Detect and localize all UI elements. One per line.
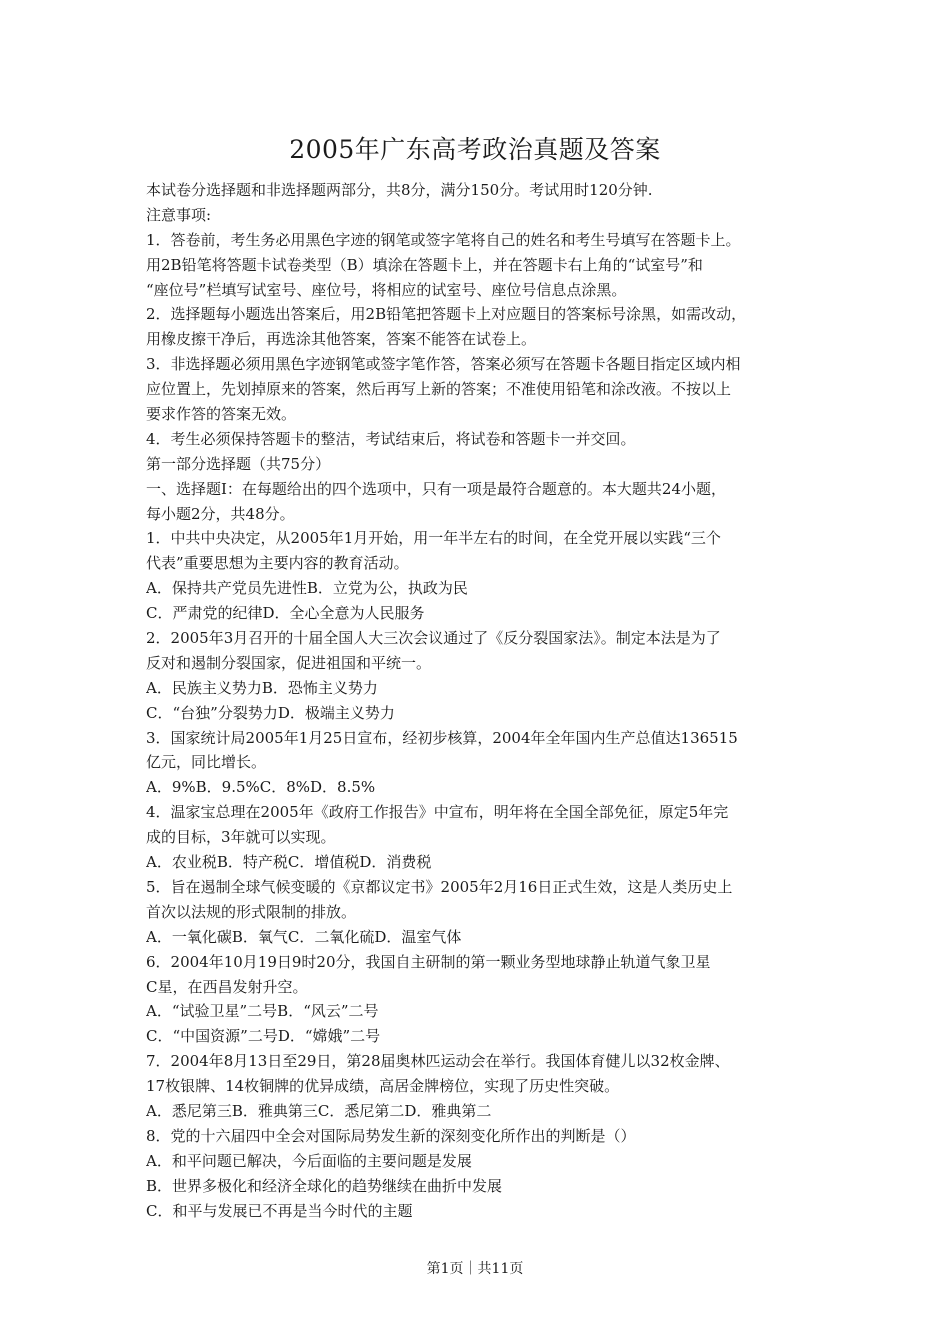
text-line: A．农业税B．特产税C．增值税D．消费税 [146,853,432,872]
text-line: 每小题2分，共48分。 [146,504,295,523]
text-line: A．9%B．9.5%C．8%D．8.5% [146,778,376,797]
text-line: 本试卷分选择题和非选择题两部分，共8分，满分150分。考试用时120分钟. [146,181,653,199]
text-line: 8．党的十六届四中全会对国际局势发生新的深刻变化所作出的判断是（） [146,1126,636,1145]
text-line: 2．选择题每小题选出答案后，用2B铅笔把答题卡上对应题目的答案标号涂黑，如需改动， [146,305,747,324]
text-line: 首次以法规的形式限制的排放。 [146,902,357,921]
text-line: 成的目标，3年就可以实现。 [146,828,336,847]
text-line: “座位号”栏填写试室号、座位号，将相应的试室号、座位号信息点涂黑。 [146,280,627,299]
text-line: C．和平与发展已不再是当今时代的主题 [146,1201,413,1220]
text-line: 2．2005年3月召开的十届全国人大三次会议通过了《反分裂国家法》。制定本法是为了 [146,629,721,648]
text-line: A．“试验卫星”二号B．“风云”二号 [146,1002,379,1021]
text-line: 6．2004年10月19日9时20分，我国自主研制的第一颗业务型地球静止轨道气象卫星 [146,952,711,971]
text-line: A．一氧化碳B．氧气C．二氧化硫D．温室气体 [146,927,462,946]
text-line: C．“台独”分裂势力D．极端主义势力 [146,703,395,722]
text-line: 用橡皮擦干净后，再选涂其他答案，答案不能答在试卷上。 [146,330,537,349]
text-line: A．悉尼第三B．雅典第三C．悉尼第二D．雅典第二 [146,1101,492,1120]
text-line: C．“中国资源”二号D．“嫦娥”二号 [146,1027,381,1046]
text-line: 5．旨在遏制全球气候变暖的《京都议定书》2005年2月16日正式生效，这是人类历史上 [146,877,733,896]
text-line: A．民族主义势力B．恐怖主义势力 [146,678,378,697]
text-line: A．和平问题已解决，今后面临的主要问题是发展 [146,1151,472,1170]
text-line: 一、选择题Ⅰ：在每题给出的四个选项中，只有一项是最符合题意的。本大题共24小题， [146,479,727,498]
text-line: B．世界多极化和经济全球化的趋势继续在曲折中发展 [146,1176,503,1195]
text-line: A．保持共产党员先进性B．立党为公，执政为民 [146,579,468,598]
text-line: 应位置上，先划掉原来的答案，然后再写上新的答案；不准使用铅笔和涂改液。不按以上 [146,380,732,399]
text-line: 1．答卷前，考生务必用黑色字迹的钢笔或签字笔将自己的姓名和考生号填写在答题卡上。 [146,230,741,249]
text-line: C星，在西昌发射升空。 [146,977,308,996]
text-line: 要求作答的答案无效。 [146,405,297,424]
document-title: 2005年广东高考政治真题及答案 [289,135,661,164]
text-line: 注意事项: [146,205,212,224]
text-line: 1．中共中央决定，从2005年1月开始，用一年半左右的时间，在全党开展以实践“三个 [146,529,721,548]
text-line: 反对和遏制分裂国家，促进祖国和平统一。 [146,653,432,672]
text-line: 4．温家宝总理在2005年《政府工作报告》中宣布，明年将在全国全部免征，原定5年完 [146,803,729,822]
text-line: 3．非选择题必须用黑色字迹钢笔或签字笔作答，答案必须写在答题卡各题目指定区域内相 [146,355,741,374]
text-line: 代表”重要思想为主要内容的教育活动。 [146,554,409,573]
text-line: 7．2004年8月13日至29日，第28届奥林匹运动会在举行。我国体育健儿以32枚金牌、 [146,1052,730,1071]
text-line: 第一部分选择题（共75分） [146,454,331,473]
text-line: C．严肃党的纪律D．全心全意为人民服务 [146,604,425,623]
document-body [146,178,814,1223]
text-line: 4．考生必须保持答题卡的整洁，考试结束后，将试卷和答题卡一并交回。 [146,429,636,448]
text-line: 17枚银牌、14枚铜牌的优异成绩，高居金牌榜位，实现了历史性突破。 [146,1077,620,1096]
page-footer: 第1页｜共11页 [426,1261,524,1277]
text-line: 3．国家统计局2005年1月25日宣布，经初步核算，2004年全年国内生产总值达136515 [146,728,738,747]
text-line: 亿元，同比增长。 [146,753,267,772]
text-line: 用2B铅笔将答题卡试卷类型（B）填涂在答题卡上，并在答题卡右上角的“试室号”和 [146,255,703,274]
